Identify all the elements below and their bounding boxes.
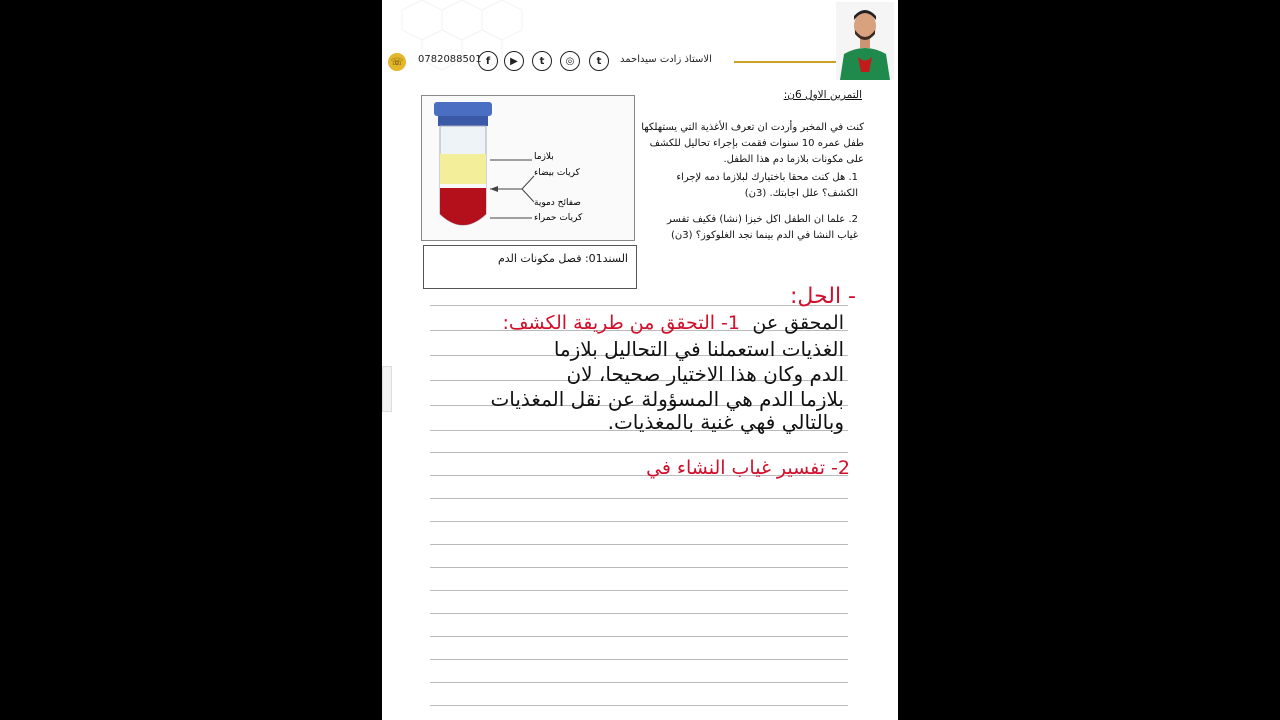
ruled-line	[430, 613, 848, 614]
solution-line-3: الدم وكان هذا الاختيار صحيحا، لان	[566, 362, 844, 386]
solution-line-1-red: 1- التحقق من طريقة الكشف:	[502, 312, 740, 334]
twitter-icon[interactable]: t	[589, 51, 609, 71]
ruled-line	[430, 682, 848, 683]
label-white-cells: كريات بيضاء	[534, 168, 580, 178]
header-divider	[734, 61, 844, 63]
solution-line-5: وبالتالي فهي غنية بالمغذيات.	[607, 410, 844, 434]
label-plasma: بلازما	[534, 152, 554, 162]
label-platelets: صفائح دموية	[534, 198, 581, 208]
blood-tube-diagram	[422, 96, 634, 240]
facebook-icon[interactable]: f	[478, 51, 498, 71]
ruled-line	[430, 452, 848, 453]
ruled-line	[430, 659, 848, 660]
document-page	[382, 0, 898, 720]
exercise-title: التمرين الاول 6ن:	[783, 89, 862, 101]
figure-caption-box	[423, 245, 637, 289]
ruled-line	[430, 590, 848, 591]
ruled-line	[430, 567, 848, 568]
ruled-line	[430, 305, 848, 306]
tumblr-icon[interactable]: t	[532, 51, 552, 71]
ruled-line	[430, 498, 848, 499]
teacher-avatar	[836, 2, 894, 80]
solution-line-1-black: المحقق عن	[752, 312, 844, 334]
blood-tube-figure	[421, 95, 635, 241]
instagram-icon[interactable]: ◎	[560, 51, 580, 71]
hexagon-background	[382, 0, 898, 95]
solution-heading: - الحل:	[789, 284, 856, 309]
ruled-line	[430, 636, 848, 637]
exercise-intro: كنت في المخبر وأردت ان تعرف الأغذية التي يستهلكها طفل عمره 10 سنوات فقمت بإجراء تحاليل للكشف على مكونات بلازما دم هذا الطفل.	[641, 122, 864, 165]
youtube-icon[interactable]: ▶	[504, 51, 524, 71]
solution-line-4: بلازما الدم هي المسؤولة عن نقل المغذيات	[490, 387, 844, 411]
label-red-cells: كريات حمراء	[534, 213, 583, 223]
ruled-line	[430, 544, 848, 545]
solution-line-6: 2- تفسير غياب النشاء في	[646, 457, 850, 479]
teacher-name: الاستاذ زادت سيداحمد	[620, 54, 712, 65]
figure-caption: السند01: فصل مكونات الدم	[497, 252, 628, 265]
ruled-line	[430, 521, 848, 522]
ruled-line	[430, 705, 848, 706]
question-1: 1. هل كنت محقا باختيارك لبلازما دمه لإجراء الكشف؟ علل اجابتك. (3ن)	[676, 172, 858, 199]
phone-icon: ☏	[388, 53, 406, 71]
phone-number: 0782088501	[418, 54, 482, 65]
solution-line-2: الغذيات استعملنا في التحاليل بلازما	[553, 337, 844, 361]
question-2: 2. علما ان الطفل اكل خبزا (نشا) فكيف تفسر غياب النشا في الدم بينما نجد الغلوكوز؟ (3ن)	[667, 214, 858, 241]
scroll-handle[interactable]	[382, 366, 392, 412]
